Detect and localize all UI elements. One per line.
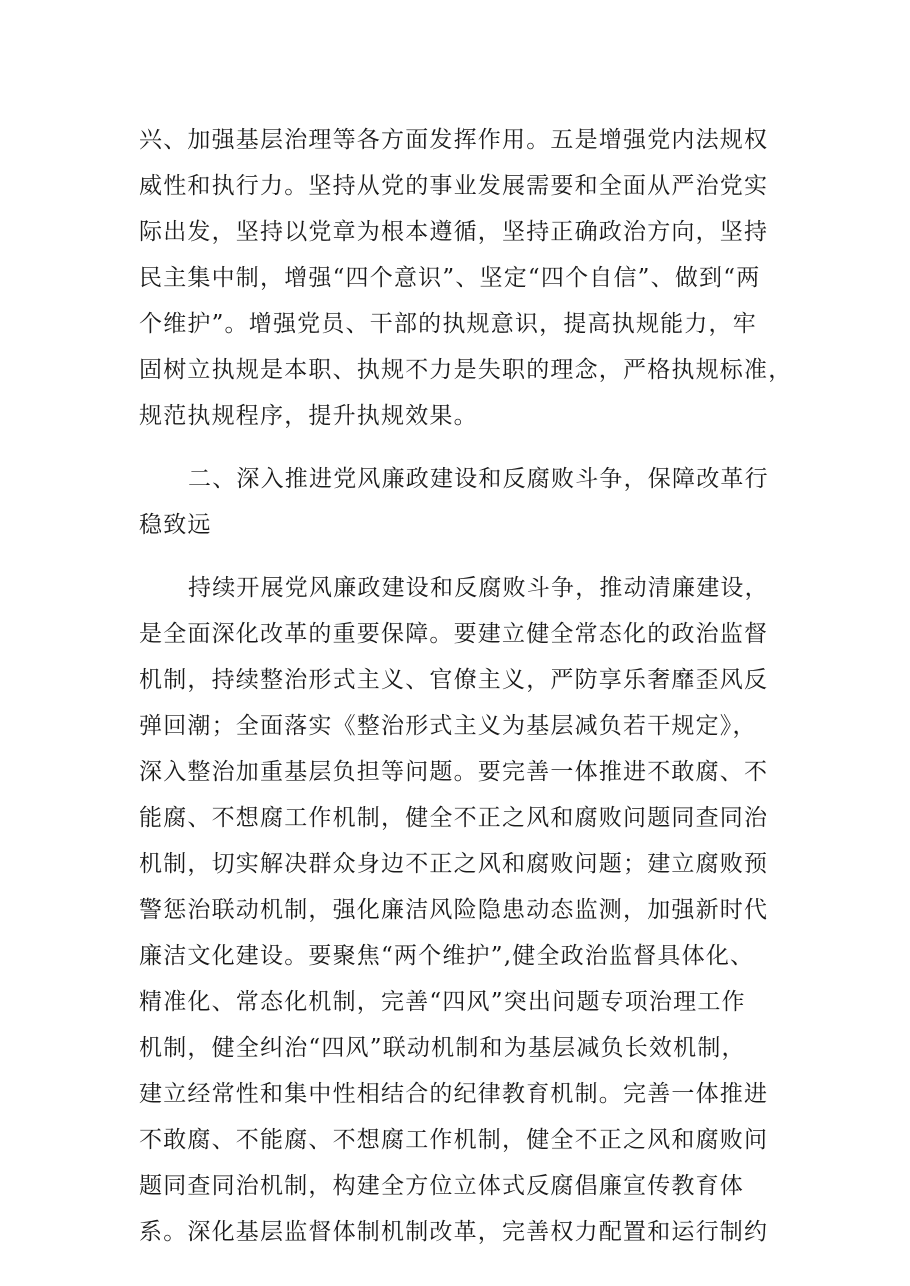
- text-line: 际出发，坚持以党章为根本遵循，坚持正确政治方向，坚持: [139, 219, 769, 245]
- text-line: 个维护”。增强党员、干部的执规意识，提高执规能力，牢: [139, 311, 757, 337]
- text-line: 题同查同治机制，构建全方位立体式反腐倡廉宣传教育体: [139, 1173, 744, 1199]
- text-line: 建立经常性和集中性相结合的纪律教育机制。完善一体推进: [139, 1081, 769, 1107]
- text-line: 弹回潮；全面落实《整治形式主义为基层减负若干规定》，: [139, 713, 757, 739]
- text-line: 持续开展党风廉政建设和反腐败斗争，推动清廉建设，: [188, 575, 769, 601]
- text-line: 不敢腐、不能腐、不想腐工作机制，健全不正之风和腐败问: [139, 1127, 769, 1153]
- section-heading-line: 稳致远: [139, 512, 212, 538]
- text-line: 固树立执规是本职、执规不力是失职的理念，严格执规标准，: [139, 357, 793, 383]
- text-line: 机制，持续整治形式主义、官僚主义，严防享乐奢靡歪风反: [139, 667, 769, 693]
- text-line: 廉洁文化建设。要聚焦“两个维护”,健全政治监督具体化、: [139, 943, 755, 969]
- text-line: 兴、加强基层治理等各方面发挥作用。五是增强党内法规权: [139, 127, 769, 153]
- text-line: 机制，切实解决群众身边不正之风和腐败问题；建立腐败预: [139, 851, 769, 877]
- text-line: 警惩治联动机制，强化廉洁风险隐患动态监测，加强新时代: [139, 897, 769, 923]
- text-line: 民主集中制，增强“四个意识”、坚定“四个自信”、做到“两: [139, 265, 761, 291]
- section-heading-line: 二、深入推进党风廉政建设和反腐败斗争，保障改革行: [188, 466, 769, 492]
- text-line: 机制，健全纠治“四风”联动机制和为基层减负长效机制，: [139, 1035, 746, 1061]
- text-line: 系。深化基层监督体制机制改革，完善权力配置和运行制约: [139, 1219, 769, 1245]
- text-line: 规范执规程序，提升执规效果。: [139, 403, 478, 429]
- text-line: 威性和执行力。坚持从党的事业发展需要和全面从严治党实: [139, 173, 769, 199]
- text-line: 精准化、常态化机制，完善“四风”突出问题专项治理工作: [139, 989, 746, 1015]
- text-line: 能腐、不想腐工作机制，健全不正之风和腐败问题同查同治: [139, 805, 769, 831]
- text-line: 深入整治加重基层负担等问题。要完善一体推进不敢腐、不: [139, 759, 769, 785]
- text-line: 是全面深化改革的重要保障。要建立健全常态化的政治监督: [139, 621, 769, 647]
